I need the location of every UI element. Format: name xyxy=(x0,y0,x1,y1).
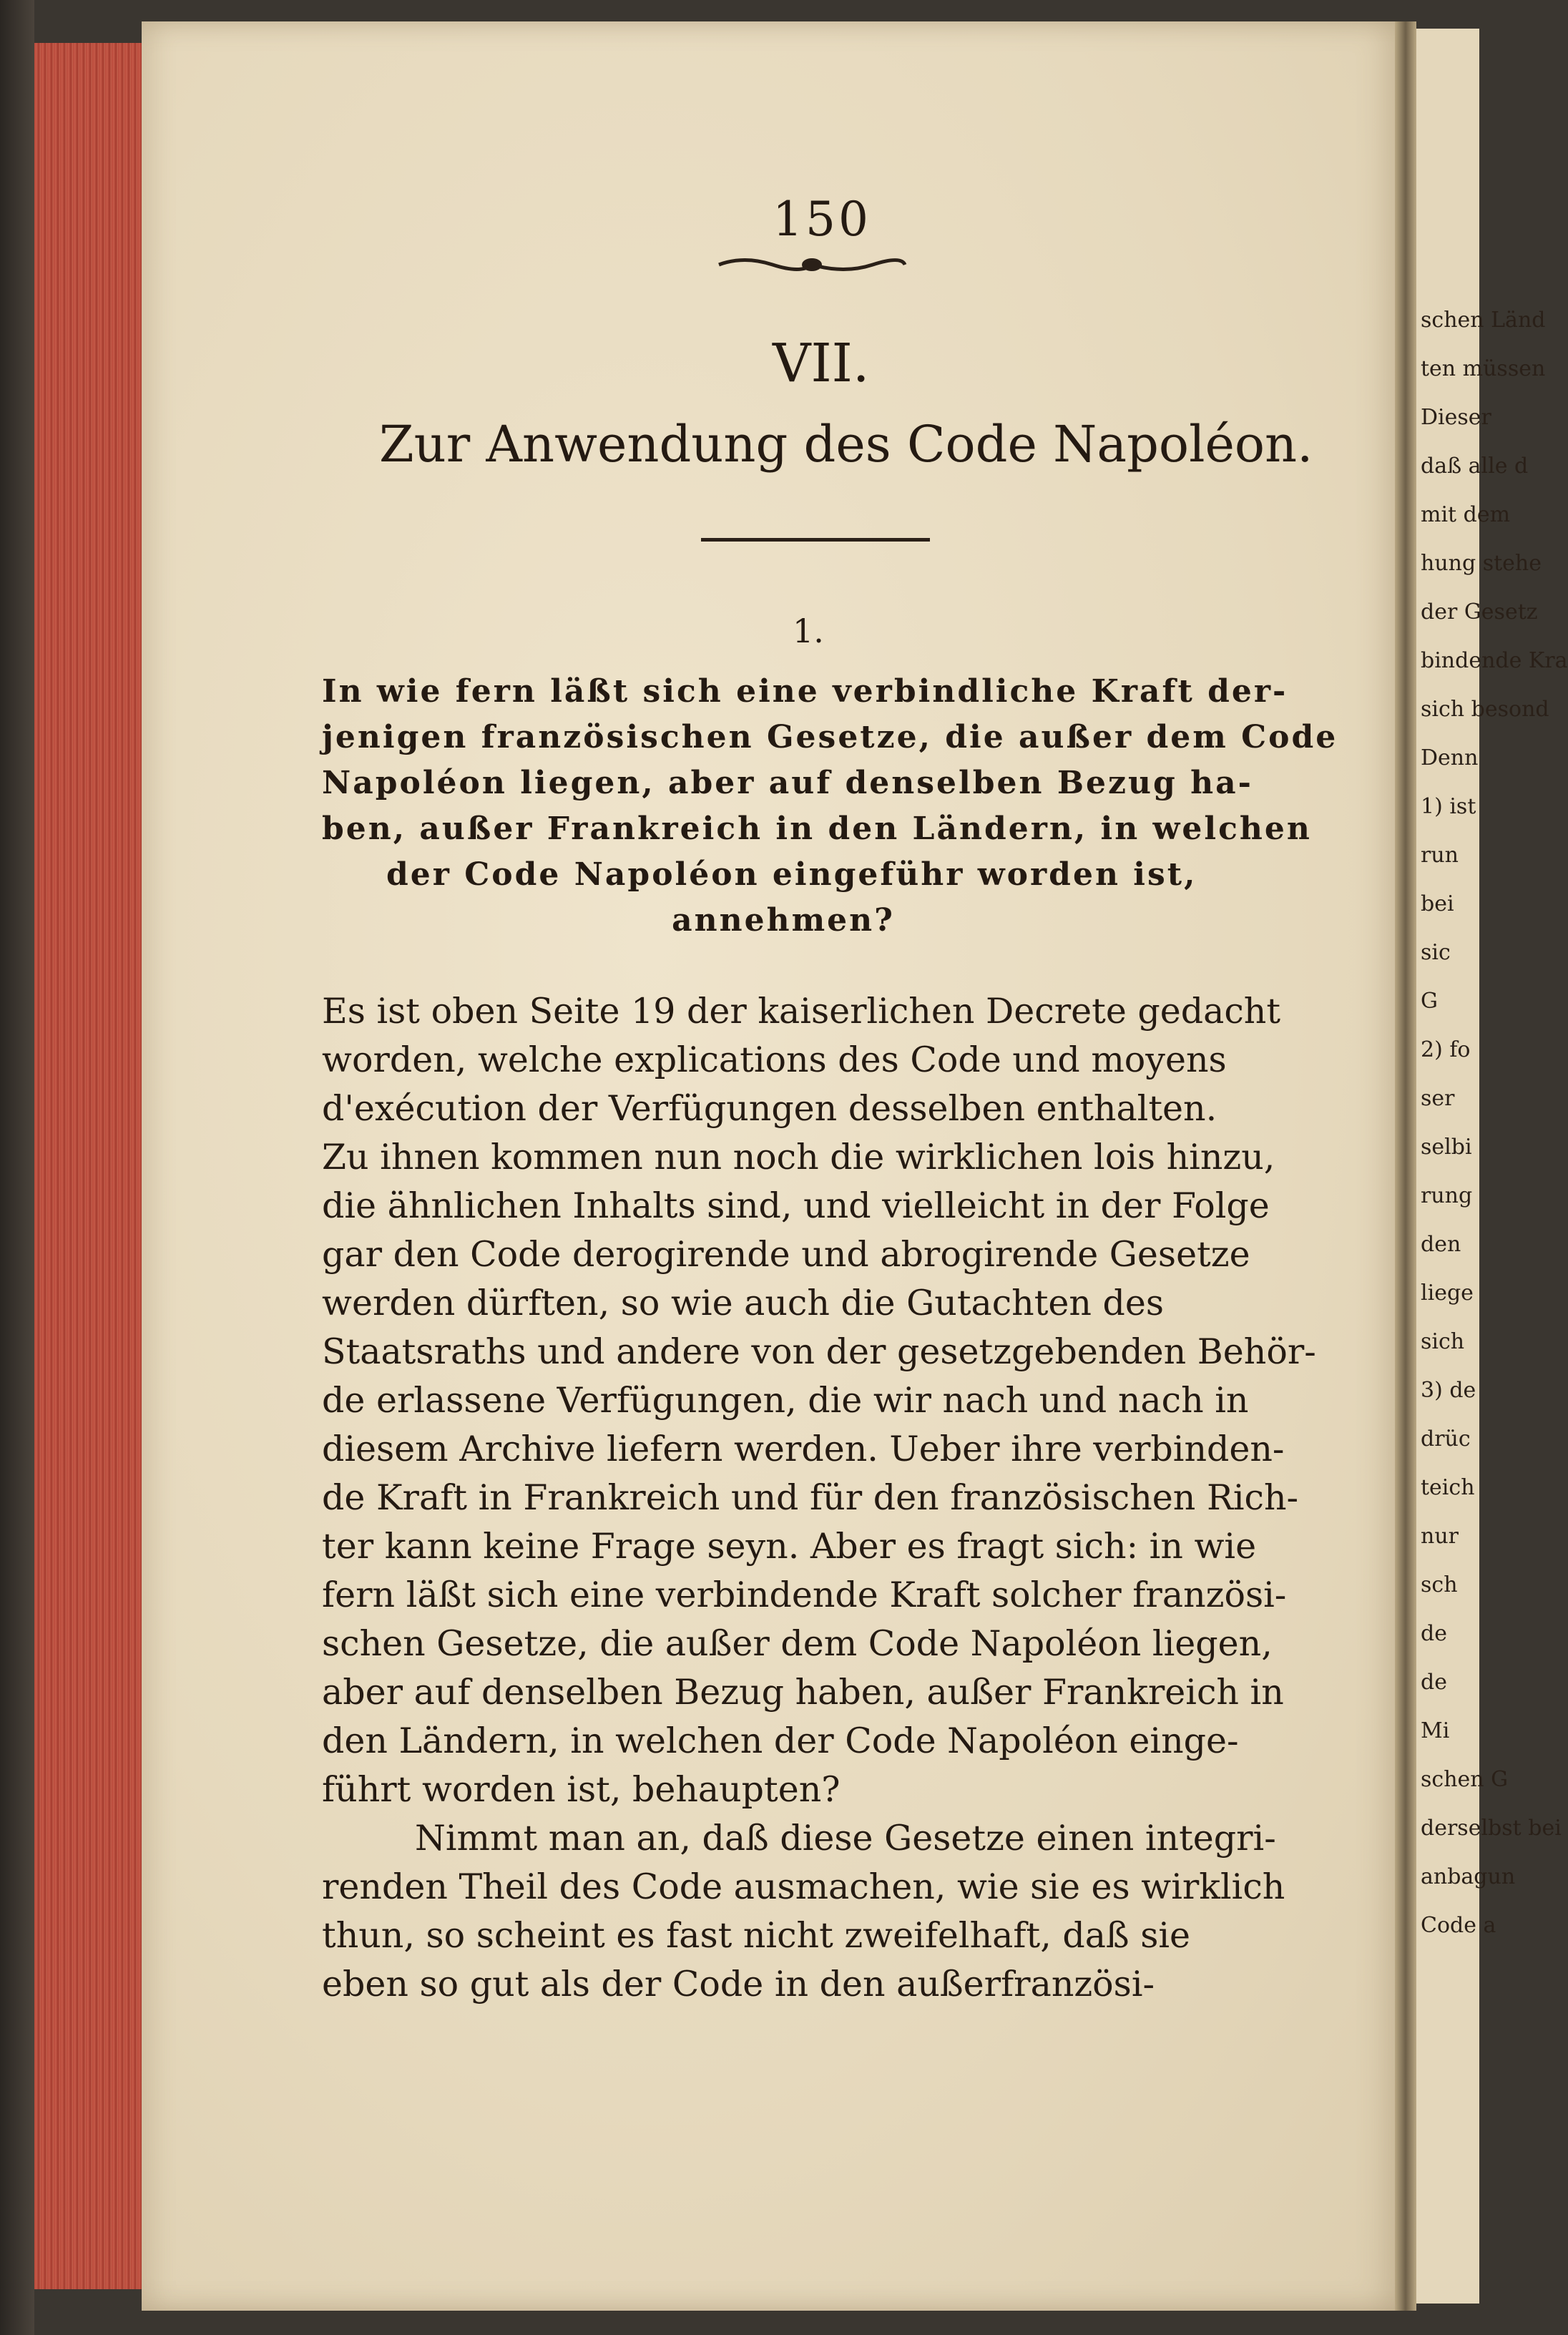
text-line: Es ist oben Seite 19 der kaiserlichen Decrete gedacht xyxy=(322,991,1281,1032)
adjacent-page xyxy=(1416,29,1568,2304)
ornament-icon xyxy=(715,254,908,275)
text-line: de Kraft in Frankreich und für den französischen Rich- xyxy=(322,1477,1299,1518)
page-number: 150 xyxy=(773,192,871,247)
adjacent-page-fragment: rung xyxy=(1421,1183,1473,1208)
text-line: fern läßt sich eine verbindende Kraft solcher französi- xyxy=(322,1575,1287,1615)
text-line: Zu ihnen kommen nun noch die wirklichen lois hinzu, xyxy=(322,1137,1275,1178)
adjacent-page-fragment: 3) de xyxy=(1421,1378,1476,1403)
adjacent-page-fragment: ten müssen xyxy=(1421,356,1546,381)
adjacent-page-fragment: 2) fo xyxy=(1421,1037,1471,1062)
text-line: eben so gut als der Code in den außerfranzösi- xyxy=(322,1964,1155,2004)
section-question xyxy=(322,669,1338,944)
text-line: schen Gesetze, die außer dem Code Napoléon liegen, xyxy=(322,1623,1273,1664)
adjacent-page-fragment: Mi xyxy=(1421,1718,1450,1743)
text-line: thun, so scheint es fast nicht zweifelhaft, daß sie xyxy=(322,1915,1191,1956)
body-text xyxy=(322,987,1316,2009)
adjacent-page-fragment: nur xyxy=(1421,1524,1459,1549)
adjacent-page-fragment: Code a xyxy=(1421,1913,1496,1938)
text-line: gar den Code derogirende und abrogirende Gesetze xyxy=(322,1234,1250,1275)
text-line: d'exécution der Verfügungen desselben enthalten. xyxy=(322,1088,1217,1129)
adjacent-page-fragment: bindende Kra xyxy=(1421,648,1568,673)
question-line: ben, außer Frankreich in den Ländern, in welchen xyxy=(322,811,1312,847)
text-line: die ähnlichen Inhalts sind, und vielleicht in der Folge xyxy=(322,1185,1270,1226)
section-divider xyxy=(701,538,930,542)
text-line: Nimmt man an, daß diese Gesetze einen integri- xyxy=(415,1818,1276,1859)
adjacent-page-fragment: de xyxy=(1421,1670,1447,1695)
question-line: jenigen französischen Gesetze, die außer dem Code xyxy=(322,719,1338,755)
text-line: den Ländern, in welchen der Code Napoléon einge- xyxy=(322,1720,1239,1761)
chapter-number: VII. xyxy=(773,333,870,394)
adjacent-page-fragment: ser xyxy=(1421,1086,1455,1111)
adjacent-page-fragment: Dieser xyxy=(1421,405,1491,430)
chapter-title: Zur Anwendung des Code Napoléon. xyxy=(379,415,1313,474)
book-gutter xyxy=(1395,21,1416,2311)
question-line: der Code Napoléon eingeführ worden ist, xyxy=(386,856,1197,893)
text-line: renden Theil des Code ausmachen, wie sie es wirklich xyxy=(322,1866,1285,1907)
red-page-edges xyxy=(34,43,142,2289)
section-number: 1. xyxy=(793,612,824,650)
text-line: aber auf denselben Bezug haben, außer Frankreich in xyxy=(322,1672,1284,1713)
adjacent-page-fragment: anbagun xyxy=(1421,1864,1516,1889)
adjacent-page-fragment: selbi xyxy=(1421,1135,1472,1160)
adjacent-page-fragment: G xyxy=(1421,989,1438,1014)
text-line: de erlassene Verfügungen, die wir nach und nach in xyxy=(322,1380,1249,1421)
adjacent-page-fragment: liege xyxy=(1421,1281,1474,1306)
text-line: ter kann keine Frage seyn. Aber es fragt sich: in wie xyxy=(322,1526,1257,1567)
adjacent-page-fragment: daß alle d xyxy=(1421,454,1529,479)
adjacent-page-fragment: Denn xyxy=(1421,745,1479,770)
question-line: In wie fern läßt sich eine verbindliche Kraft der- xyxy=(322,673,1288,710)
book-cover-edge xyxy=(0,0,34,2335)
adjacent-page-fragment: sich xyxy=(1421,1329,1465,1354)
question-line: Napoléon liegen, aber auf denselben Bezug ha- xyxy=(322,765,1253,801)
adjacent-page-fragment: der Gesetz xyxy=(1421,599,1538,625)
adjacent-page-fragment: de xyxy=(1421,1621,1447,1646)
adjacent-page-fragment: hung stehe xyxy=(1421,551,1542,576)
text-line: führt worden ist, behaupten? xyxy=(322,1769,841,1810)
adjacent-page-fragment: schen G xyxy=(1421,1767,1509,1792)
text-line: Staatsraths und andere von der gesetzgebenden Behör- xyxy=(322,1331,1316,1372)
adjacent-page-fragment: run xyxy=(1421,843,1459,868)
adjacent-page-fragment: bei xyxy=(1421,891,1454,916)
adjacent-page-fragment: schen Länd xyxy=(1421,308,1546,333)
adjacent-page-fragment: 1) ist xyxy=(1421,794,1476,819)
text-line: worden, welche explications des Code und moyens xyxy=(322,1039,1227,1080)
adjacent-page-fragment: sich besond xyxy=(1421,697,1549,722)
adjacent-page-fragment: drüc xyxy=(1421,1426,1471,1452)
adjacent-page-fragment: sic xyxy=(1421,940,1451,965)
adjacent-page-fragment: den xyxy=(1421,1232,1461,1257)
adjacent-page-fragment: sch xyxy=(1421,1572,1458,1597)
adjacent-page-fragment: derselbst bei xyxy=(1421,1816,1562,1841)
text-line: werden dürften, so wie auch die Gutachten des xyxy=(322,1283,1165,1323)
adjacent-page-fragment: mit dem xyxy=(1421,502,1511,527)
question-line: annehmen? xyxy=(672,902,895,939)
text-line: diesem Archive liefern werden. Ueber ihre verbinden- xyxy=(322,1429,1285,1469)
adjacent-page-fragment: teich xyxy=(1421,1475,1475,1500)
